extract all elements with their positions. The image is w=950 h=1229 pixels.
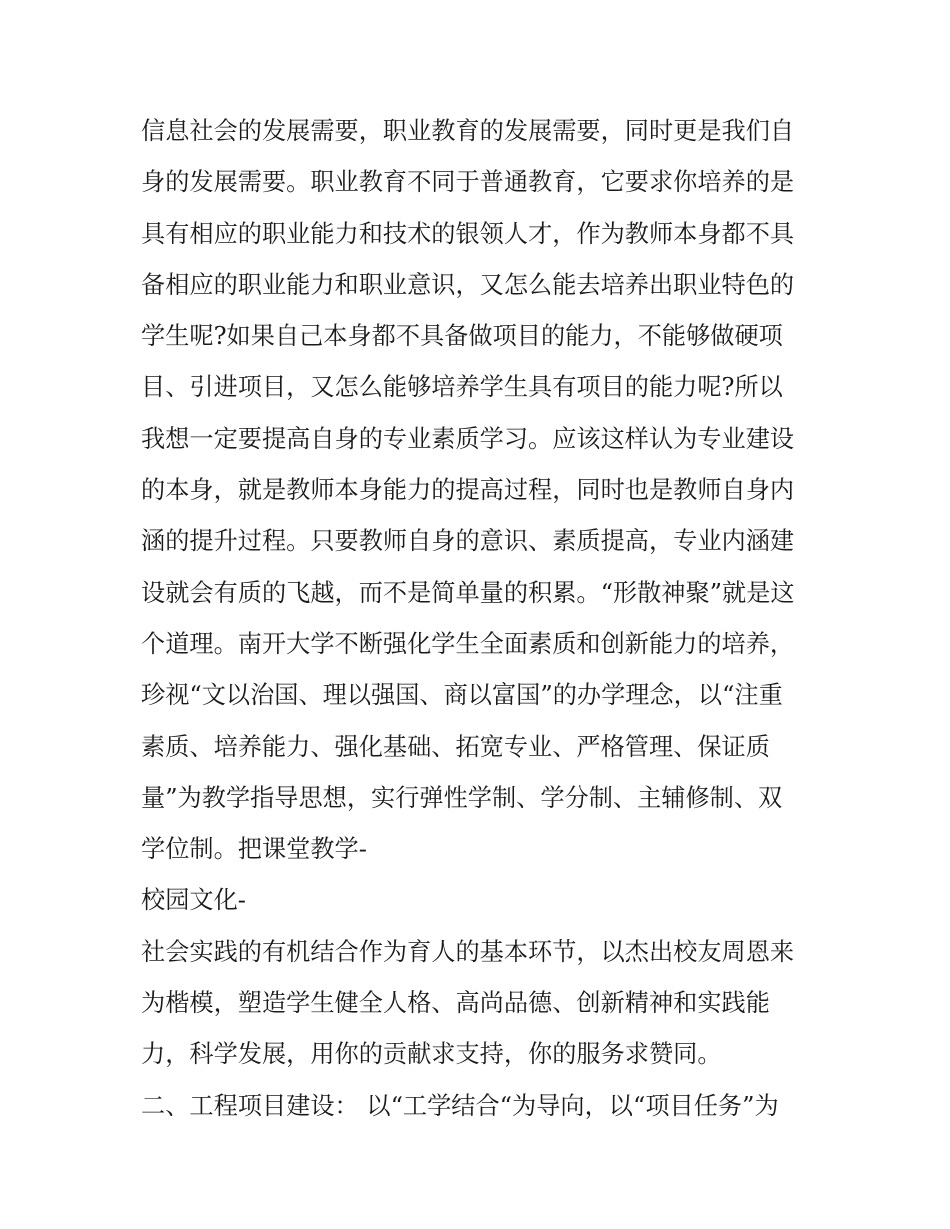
text-line: 力，科学发展，用你的贡献求支持，你的服务求赞同。 [141,1040,722,1069]
text-line: 学生呢?如果自己本身都不具备做项目的能力，不能够做硬项 [141,322,783,351]
text-line: 设就会有质的飞越，而不是简单量的积累。“形散神聚”就是这 [141,578,795,607]
text-line: 社会实践的有机结合作为育人的基本环节，以杰出校友周恩来 [141,937,795,966]
text-line: 校园文化- [141,886,246,915]
text-line: 信息社会的发展需要，职业教育的发展需要，同时更是我们自 [141,117,795,145]
section-heading-line: 二、工程项目建设： 以“工学结合“为导向，以“项目任务”为 [141,1091,779,1120]
text-line: 具有相应的职业能力和技术的银领人才，作为教师本身都不具 [141,219,795,248]
text-line: 素质、培养能力、强化基础、拓宽专业、严格管理、保证质 [141,732,770,761]
text-line: 我想一定要提高自身的专业素质学习。应该这样认为专业建设 [141,424,795,453]
text-line: 备相应的职业能力和职业意识，又怎么能去培养出职业特色的 [141,270,795,299]
text-line: 涵的提升过程。只要教师自身的意识、素质提高，专业内涵建 [141,527,795,556]
text-line: 量”为教学指导思想，实行弹性学制、学分制、主辅修制、双 [141,783,783,812]
document-body [141,106,821,1132]
text-line: 学位制。把课堂教学- [141,835,367,864]
text-line: 珍视“文以治国、理以强国、商以富国”的办学理念，以“注重 [141,681,783,710]
text-line: 身的发展需要。职业教育不同于普通教育，它要求你培养的是 [141,168,795,197]
text-line: 个道理。南开大学不断强化学生全面素质和创新能力的培养， [141,629,795,658]
text-line: 的本身，就是教师本身能力的提高过程，同时也是教师自身内 [141,476,795,505]
text-line: 为楷模，塑造学生健全人格、高尚品德、创新精神和实践能 [141,989,770,1018]
text-line: 目、引进项目，又怎么能够培养学生具有项目的能力呢?所以 [141,373,783,402]
